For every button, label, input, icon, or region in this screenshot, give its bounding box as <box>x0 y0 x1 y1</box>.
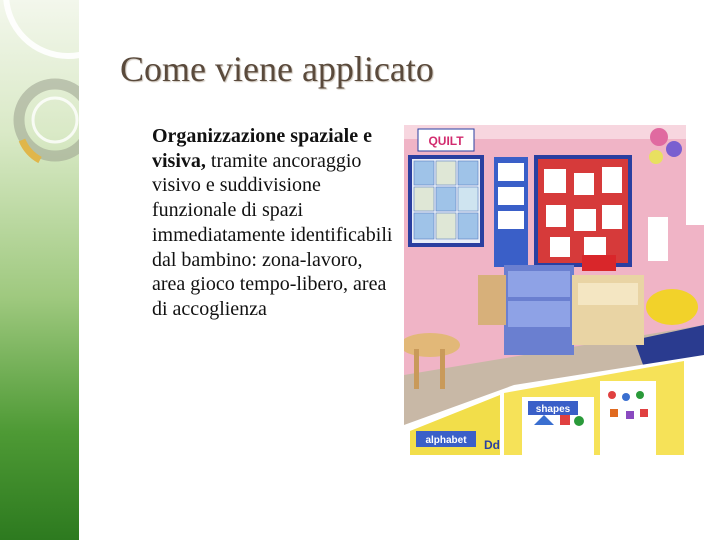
body-text-bold: Organizzazione spaziale e visiva, <box>152 125 372 172</box>
quilt-sign-text: QUILT <box>428 134 464 148</box>
shapes-label: shapes <box>535 404 571 415</box>
body-text-rest: tramite ancoraggio visivo e suddivisione funzionale di spazi immediatamente identificabili dal bambino: zona-lavoro, area gioco tempo-libero, area di accoglienza <box>152 149 393 320</box>
left-decorative-band <box>0 0 79 540</box>
decorative-circles <box>0 0 79 200</box>
slide-title: Come viene applicato <box>120 49 434 89</box>
letters-card: Dd <box>484 438 500 452</box>
alphabet-label: alphabet <box>425 435 467 446</box>
slide-body-text <box>152 124 397 322</box>
classroom-photo <box>404 125 704 455</box>
